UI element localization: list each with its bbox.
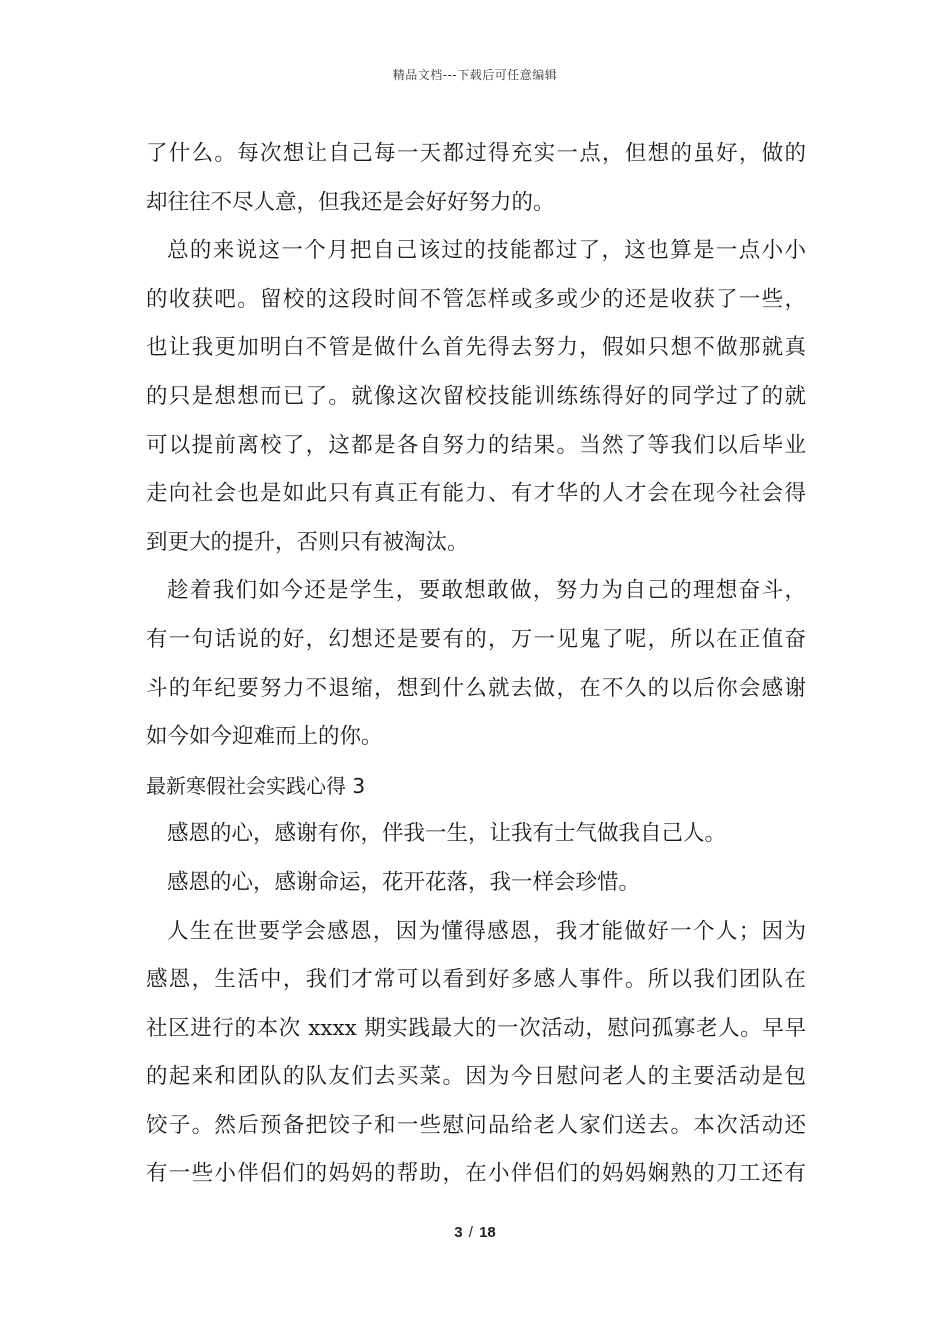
text-line: 有一些小伴侣们的妈妈的帮助，在小伴侣们的妈妈娴熟的刀工还有: [146, 1161, 806, 1187]
text-line: 有一句话说的好，幻想还是要有的，万一见鬼了呢，所以在正值奋: [146, 626, 806, 652]
text-line: 也让我更加明白不管是做什么首先得去努力，假如只想不做那就真: [146, 335, 806, 361]
text-line: 趁着我们如今还是学生，要敢想敢做，努力为自己的理想奋斗，: [167, 578, 806, 604]
total-pages: 18: [479, 1224, 496, 1241]
page-separator: /: [468, 1224, 473, 1241]
text-line: 人生在世要学会感恩，因为懂得感恩，我才能做好一个人；因为: [167, 918, 806, 944]
text-line: 走向社会也是如此只有真正有能力、有才华的人才会在现今社会得: [146, 481, 806, 507]
text-line: 了什么。每次想让自己每一天都过得充实一点，但想的虽好，做的: [146, 141, 806, 166]
text-line: 如今如今迎难而上的你。: [146, 724, 383, 750]
text-line: 的起来和团队的队友们去买菜。因为今日慰问老人的主要活动是包: [146, 1064, 806, 1090]
text-line: 到更大的提升，否则只有被淘汰。: [146, 529, 469, 555]
text-line: 饺子。然后预备把饺子和一些慰问品给老人家们送去。本次活动还: [146, 1112, 806, 1138]
text-line: 却往往不尽人意，但我还是会好好努力的。: [146, 189, 555, 215]
text-line: 社区进行的本次 xxxx 期实践最大的一次活动，慰问孤寡老人。早早: [146, 1015, 806, 1041]
text-line: 可以提前离校了，这都是各自努力的结果。当然了等我们以后毕业: [146, 432, 806, 458]
text-line: 斗的年纪要努力不退缩，想到什么就去做，在不久的以后你会感谢: [146, 675, 806, 701]
current-page: 3: [454, 1224, 463, 1241]
text-line: 的收获吧。留校的这段时间不管怎样或多或少的还是收获了一些，: [146, 286, 806, 312]
text-line: 感恩的心，感谢命运，花开花落，我一样会珍惜。: [167, 869, 641, 895]
text-line: 感恩，生活中，我们才常可以看到好多感人事件。所以我们团队在: [146, 967, 806, 993]
page-number: [0, 1224, 950, 1241]
page-header: 精品文档---下载后可任意编辑: [392, 68, 558, 82]
document-body: [146, 130, 806, 1199]
text-line: 总的来说这一个月把自己该过的技能都过了，这也算是一点小小: [167, 238, 806, 264]
text-line: 的只是想想而已了。就像这次留校技能训练练得好的同学过了的就: [146, 383, 806, 409]
text-line: 感恩的心，感谢有你，伴我一生，让我有士气做我自己人。: [167, 821, 727, 847]
section-heading: 最新寒假社会实践心得 3: [146, 773, 366, 798]
